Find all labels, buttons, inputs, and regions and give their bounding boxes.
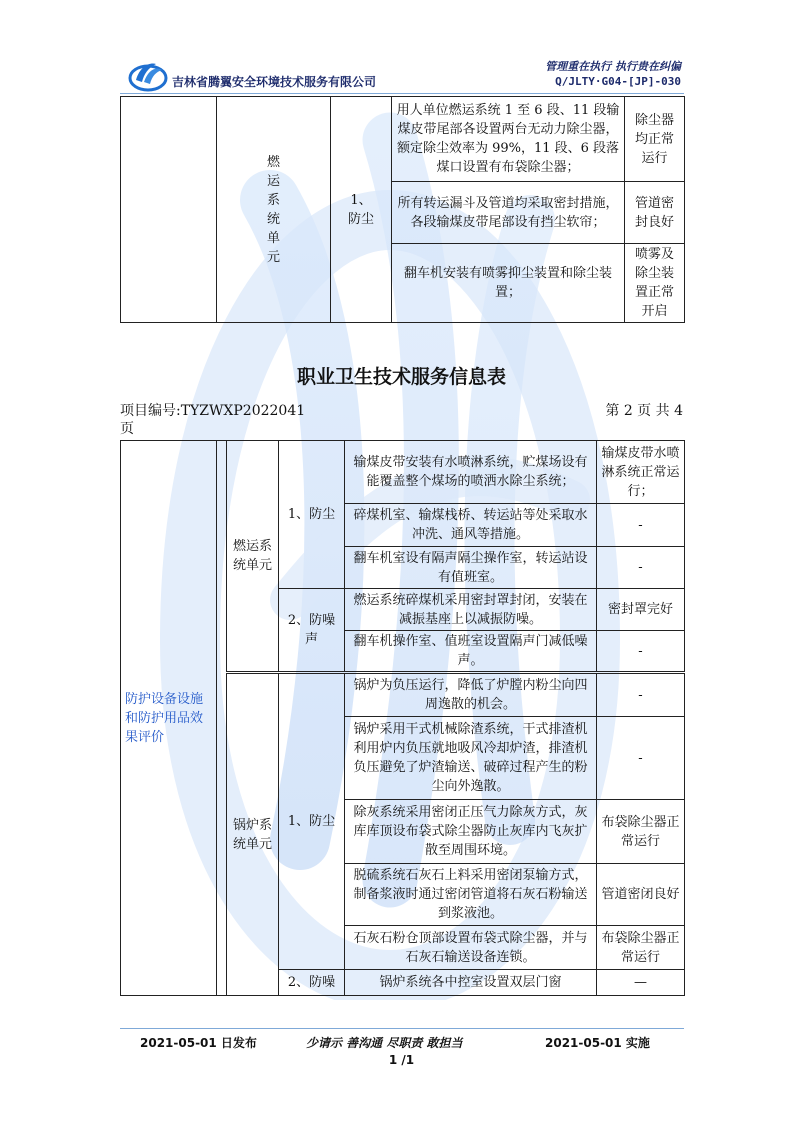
company-name: 吉林省腾翼安全环境技术服务有限公司 [172, 75, 377, 89]
protection-table-continued [120, 96, 685, 323]
measure-desc: 锅炉为负压运行，降低了炉膛内粉尘向四周逸散的机会。 [345, 673, 597, 717]
footer-page-number: 1 /1 [388, 1053, 415, 1067]
header-slogan: 管理重在执行 执行贵在纠偏 [545, 60, 681, 73]
unit-cell: 燃运系统单元 [227, 441, 279, 673]
measure-desc: 石灰石粉仓顶部设置布袋式除尘器，并与石灰石输送设备连锁。 [345, 926, 597, 970]
project-number: 项目编号:TYZWXP2022041 [120, 403, 306, 419]
measure-desc: 除灰系统采用密闭正压气力除灰方式，灰库库顶设布袋式除尘器防止灰库内飞灰扩散至周围环境。 [345, 800, 597, 864]
effect-cell: - [597, 673, 685, 717]
effect-cell: 喷雾及除尘装置正常开启 [625, 244, 685, 323]
protection-table [120, 440, 685, 996]
footer-divider [120, 1028, 684, 1029]
effect-cell: 除尘器均正常运行 [625, 97, 685, 182]
category-cell [121, 97, 217, 323]
measure-desc: 碎煤机室、输煤栈桥、转运站等处采取水冲洗、通风等措施。 [345, 504, 597, 547]
measure-cell: 2、防噪声 [279, 589, 345, 673]
effect-cell: — [597, 970, 685, 996]
unit-cell: 燃运系统单元 [217, 97, 331, 323]
measure-desc: 所有转运漏斗及管道均采取密封措施，各段输煤皮带尾部设有挡尘软帘； [392, 182, 625, 244]
effect-cell: 布袋除尘器正常运行 [597, 926, 685, 970]
footer-implement-date: 2021-05-01 实施 [545, 1036, 650, 1050]
measure-cell: 2、防噪 [279, 970, 345, 996]
page-title: 职业卫生技术服务信息表 [296, 366, 506, 388]
doc-code: Q/JLTY·G04-[JP]-030 [555, 75, 681, 88]
measure-desc: 翻车机操作室、值班室设置隔声门减低噪声。 [345, 631, 597, 673]
header-divider [120, 93, 684, 94]
measure-desc: 脱硫系统石灰石上料采用密闭泵输方式，制备浆液时通过密闭管道将石灰石粉输送到浆液池。 [345, 864, 597, 926]
footer-issue-date: 2021-05-01 日发布 [140, 1036, 257, 1050]
company-logo-icon [128, 58, 168, 92]
measure-cell: 1、防尘 [279, 673, 345, 970]
measure-desc: 锅炉采用干式机械除渣系统，干式排渣机利用炉内负压就地吸风冷却炉渣，排渣机负压避免了炉渣输送、破碎过程产生的粉尘向外逸散。 [345, 717, 597, 800]
measure-desc: 锅炉系统各中控室设置双层门窗 [345, 970, 597, 996]
effect-cell: - [597, 717, 685, 800]
spacer-cell [217, 441, 227, 996]
category-cell: 防护设备设施和防护用品效果评价 [121, 441, 217, 996]
measure-desc: 用人单位燃运系统 1 至 6 段、11 段输煤皮带尾部各设置两台无动力除尘器，额定除尘效率为 99%，11 段、6 段落煤口设置有布袋除尘器； [392, 97, 625, 182]
unit-cell: 锅炉系统单元 [227, 673, 279, 996]
measure-desc: 翻车机室设有隔声隔尘操作室，转运站设有值班室。 [345, 547, 597, 589]
measure-desc: 输煤皮带安装有水喷淋系统，贮煤场设有能覆盖整个煤场的喷洒水除尘系统； [345, 441, 597, 504]
measure-cell: 1、防尘 [331, 97, 392, 323]
effect-cell: 管道密闭良好 [597, 864, 685, 926]
effect-cell: 管道密封良好 [625, 182, 685, 244]
effect-cell: 输煤皮带水喷淋系统正常运行； [597, 441, 685, 504]
effect-cell: - [597, 547, 685, 589]
effect-cell: - [597, 631, 685, 673]
effect-cell: - [597, 504, 685, 547]
effect-cell: 密封罩完好 [597, 589, 685, 631]
effect-cell: 布袋除尘器正常运行 [597, 800, 685, 864]
measure-desc: 燃运系统碎煤机采用密封罩封闭，安装在减振基座上以减振防噪。 [345, 589, 597, 631]
footer-slogan: 少请示 善沟通 尽职责 敢担当 [306, 1036, 463, 1050]
measure-desc: 翻车机安装有喷雾抑尘装置和除尘装置； [392, 244, 625, 323]
measure-cell: 1、防尘 [279, 441, 345, 589]
page-info: 第 2 页 共 4 [605, 403, 683, 419]
project-number-wrap: 页 [120, 421, 134, 437]
